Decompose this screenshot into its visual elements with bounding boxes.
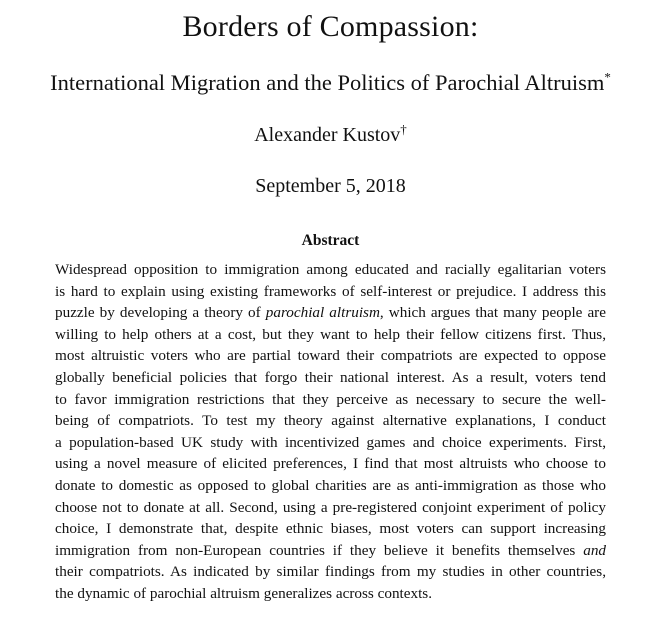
abstract-line-text: is hard to explain using existing frameworks of self-interest or prejudice. I address this [55, 282, 606, 300]
paper-subtitle [0, 68, 661, 98]
paper-subtitle-text: International Migration and the Politics of Parochial Altruism [50, 70, 605, 95]
abstract-line-text: to favor immigration restrictions that they perceive as necessary to secure the well- [55, 390, 606, 408]
abstract-line [55, 561, 606, 583]
abstract-line-text: using a novel measure of elicited preferences, I find that most altruists who choose to [55, 455, 606, 473]
abstract-line-text: puzzle by developing a theory of [55, 304, 266, 322]
abstract-line-text: , which argues that many people are [379, 304, 606, 322]
abstract-line-text: choice, I demonstrate that, despite ethnic biases, most voters can support increasing [55, 520, 606, 538]
abstract-line-text: a population-based UK study with incentivized games and choice experiments. First, [55, 433, 606, 451]
abstract-emphasis: and [583, 541, 606, 559]
abstract-line-text: Widespread opposition to immigration among educated and racially egalitarian voters [55, 261, 606, 278]
abstract-line [55, 389, 606, 411]
abstract-line [55, 367, 606, 389]
paper-title: Borders of Compassion: [182, 10, 479, 43]
paper-author [0, 121, 661, 149]
abstract-line [55, 281, 606, 303]
abstract-line-text: globally beneficial policies that forgo their national interest. As a result, voters tend [55, 368, 606, 386]
abstract-line [55, 302, 606, 324]
abstract-line-text: donate to domestic as opposed to global charities are as anti-immigration as those who [55, 476, 606, 494]
abstract-line-text: the dynamic of parochial altruism generalizes across contexts. [55, 584, 433, 602]
abstract-line [55, 432, 606, 454]
paper-date: September 5, 2018 [255, 175, 406, 197]
abstract-line [55, 259, 606, 281]
abstract-line-text: choose not to donate at all. Second, using a pre-registered conjoint experiment of policy [55, 498, 606, 516]
abstract-line [55, 475, 606, 497]
abstract-line [55, 583, 606, 605]
abstract-line [55, 453, 606, 475]
abstract-line [55, 497, 606, 519]
author-footnote-mark: † [400, 121, 407, 137]
abstract-line-text: their compatriots. As indicated by similar findings from my studies in other countries, [55, 563, 606, 581]
author-name: Alexander Kustov [254, 124, 401, 146]
abstract-line [55, 345, 606, 367]
abstract-line [55, 324, 606, 346]
abstract-line-text: willing to help others at a cost, but they want to help their fellow citizens first. Thus, [55, 325, 606, 343]
abstract-line [55, 410, 606, 432]
abstract-heading: Abstract [301, 232, 360, 249]
abstract-line-text: being of compatriots. To test my theory against alternative explanations, I conduct [55, 412, 606, 430]
abstract-emphasis: parochial altruism [265, 304, 380, 322]
abstract-line [55, 540, 606, 562]
abstract-line [55, 518, 606, 540]
abstract-body [55, 259, 606, 605]
abstract-line-text: immigration from non-European countries if they believe it benefits themselves [55, 541, 584, 559]
subtitle-footnote-mark: * [604, 69, 611, 85]
abstract-line-text: most altruistic voters who are partial toward their compatriots are expected to oppose [55, 347, 606, 365]
